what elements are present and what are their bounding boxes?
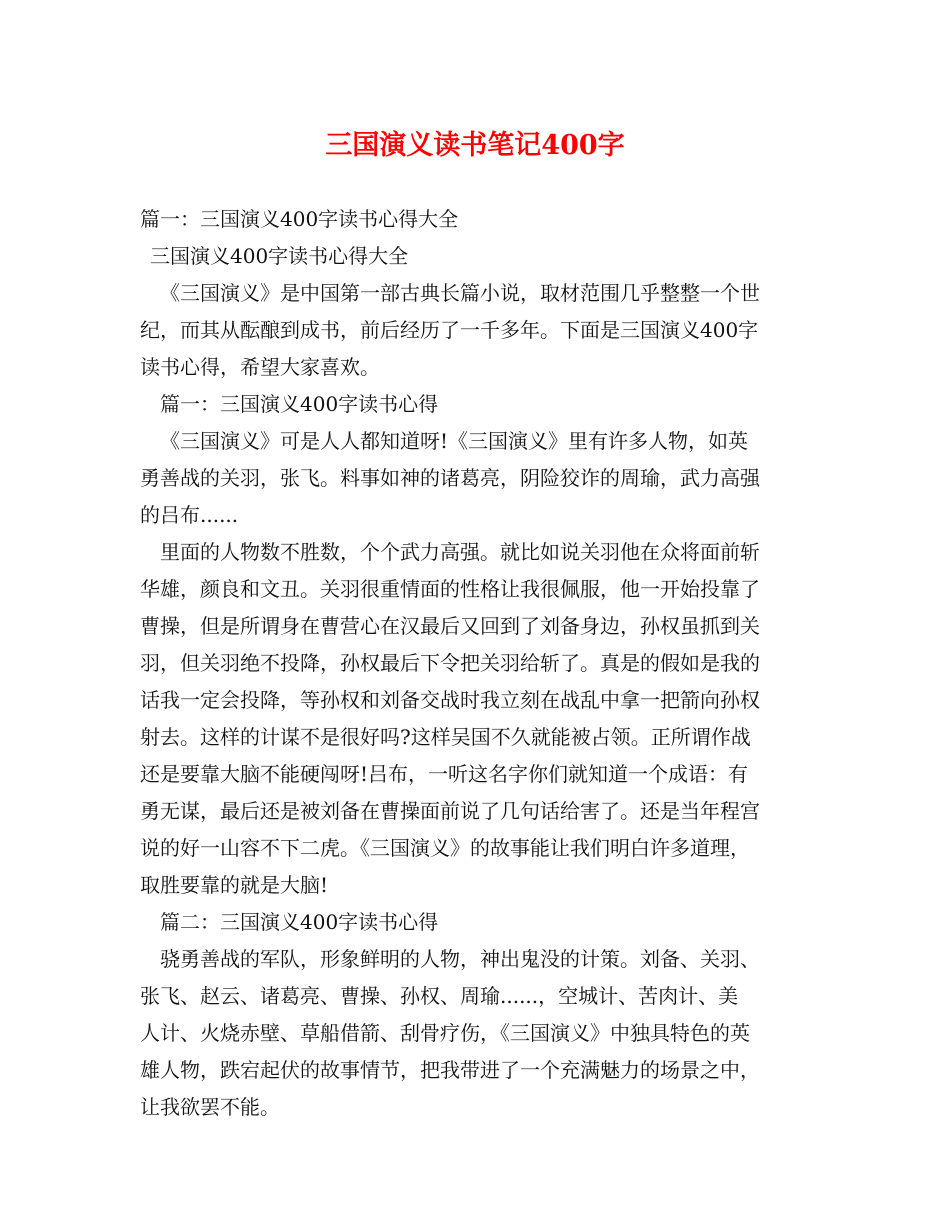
paragraph-line: 话我一定会投降，等孙权和刘备交战时我立刻在战乱中拿一把箭向孙权 bbox=[140, 688, 760, 712]
paragraph-line: 《三国演义》可是人人都知道呀!《三国演义》里有许多人物，如英 bbox=[160, 429, 749, 453]
paragraph-line: 曹操，但是所谓身在曹营心在汉最后又回到了刘备身边，孙权虽抓到关 bbox=[140, 614, 760, 638]
paragraph-line: 射去。这样的计谋不是很好吗?这样吴国不久就能被占领。正所谓作战 bbox=[140, 725, 751, 749]
paragraph-line: 人计、火烧赤壁、草船借箭、刮骨疗伤，《三国演义》中独具特色的英 bbox=[140, 1021, 750, 1045]
paragraph-line: 华雄，颜良和文丑。关羽很重情面的性格让我很佩服，他一开始投靠了 bbox=[140, 577, 760, 601]
paragraph-line: 张飞、赵云、诸葛亮、曹操、孙权、周瑜......，空城计、苦肉计、美 bbox=[140, 984, 739, 1008]
section-heading: 篇一：三国演义400字读书心得大全 bbox=[140, 207, 459, 231]
section-heading: 篇一：三国演义400字读书心得 bbox=[160, 392, 439, 416]
paragraph-line: 《三国演义》是中国第一部古典长篇小说，取材范围几乎整整一个世 bbox=[160, 281, 760, 305]
paragraph-line: 勇无谋，最后还是被刘备在曹操面前说了几句话给害了。还是当年程宫 bbox=[140, 799, 760, 823]
paragraph-line: 读书心得，希望大家喜欢。 bbox=[140, 355, 380, 379]
subheading: 三国演义400字读书心得大全 bbox=[150, 244, 409, 268]
paragraph-line: 取胜要靠的就是大脑! bbox=[140, 873, 329, 897]
paragraph-line: 纪，而其从酝酿到成书，前后经历了一千多年。下面是三国演义400字 bbox=[140, 318, 759, 342]
document-title: 三国演义读书笔记400字 bbox=[325, 130, 625, 161]
paragraph-line: 羽，但关羽绝不投降，孙权最后下令把关羽给斩了。真是的假如是我的 bbox=[140, 651, 760, 675]
paragraph-line: 雄人物，跌宕起伏的故事情节，把我带进了一个充满魅力的场景之中， bbox=[140, 1058, 760, 1082]
document-body bbox=[140, 201, 816, 1126]
paragraph-line: 还是要靠大脑不能硬闯呀!吕布，一听这名字你们就知道一个成语：有 bbox=[140, 762, 749, 786]
paragraph-line: 说的好一山容不下二虎。《三国演义》的故事能让我们明白许多道理， bbox=[140, 836, 750, 860]
paragraph-line: 骁勇善战的军队，形象鲜明的人物，神出鬼没的计策。刘备、关羽、 bbox=[160, 947, 760, 971]
paragraph-line: 勇善战的关羽，张飞。料事如神的诸葛亮，阴险狡诈的周瑜，武力高强 bbox=[140, 466, 760, 490]
paragraph-line: 的吕布...... bbox=[140, 503, 239, 527]
paragraph-line: 里面的人物数不胜数，个个武力高强。就比如说关羽他在众将面前斩 bbox=[160, 540, 760, 564]
paragraph-line: 让我欲罢不能。 bbox=[140, 1095, 280, 1119]
section-heading: 篇二：三国演义400字读书心得 bbox=[160, 910, 439, 934]
